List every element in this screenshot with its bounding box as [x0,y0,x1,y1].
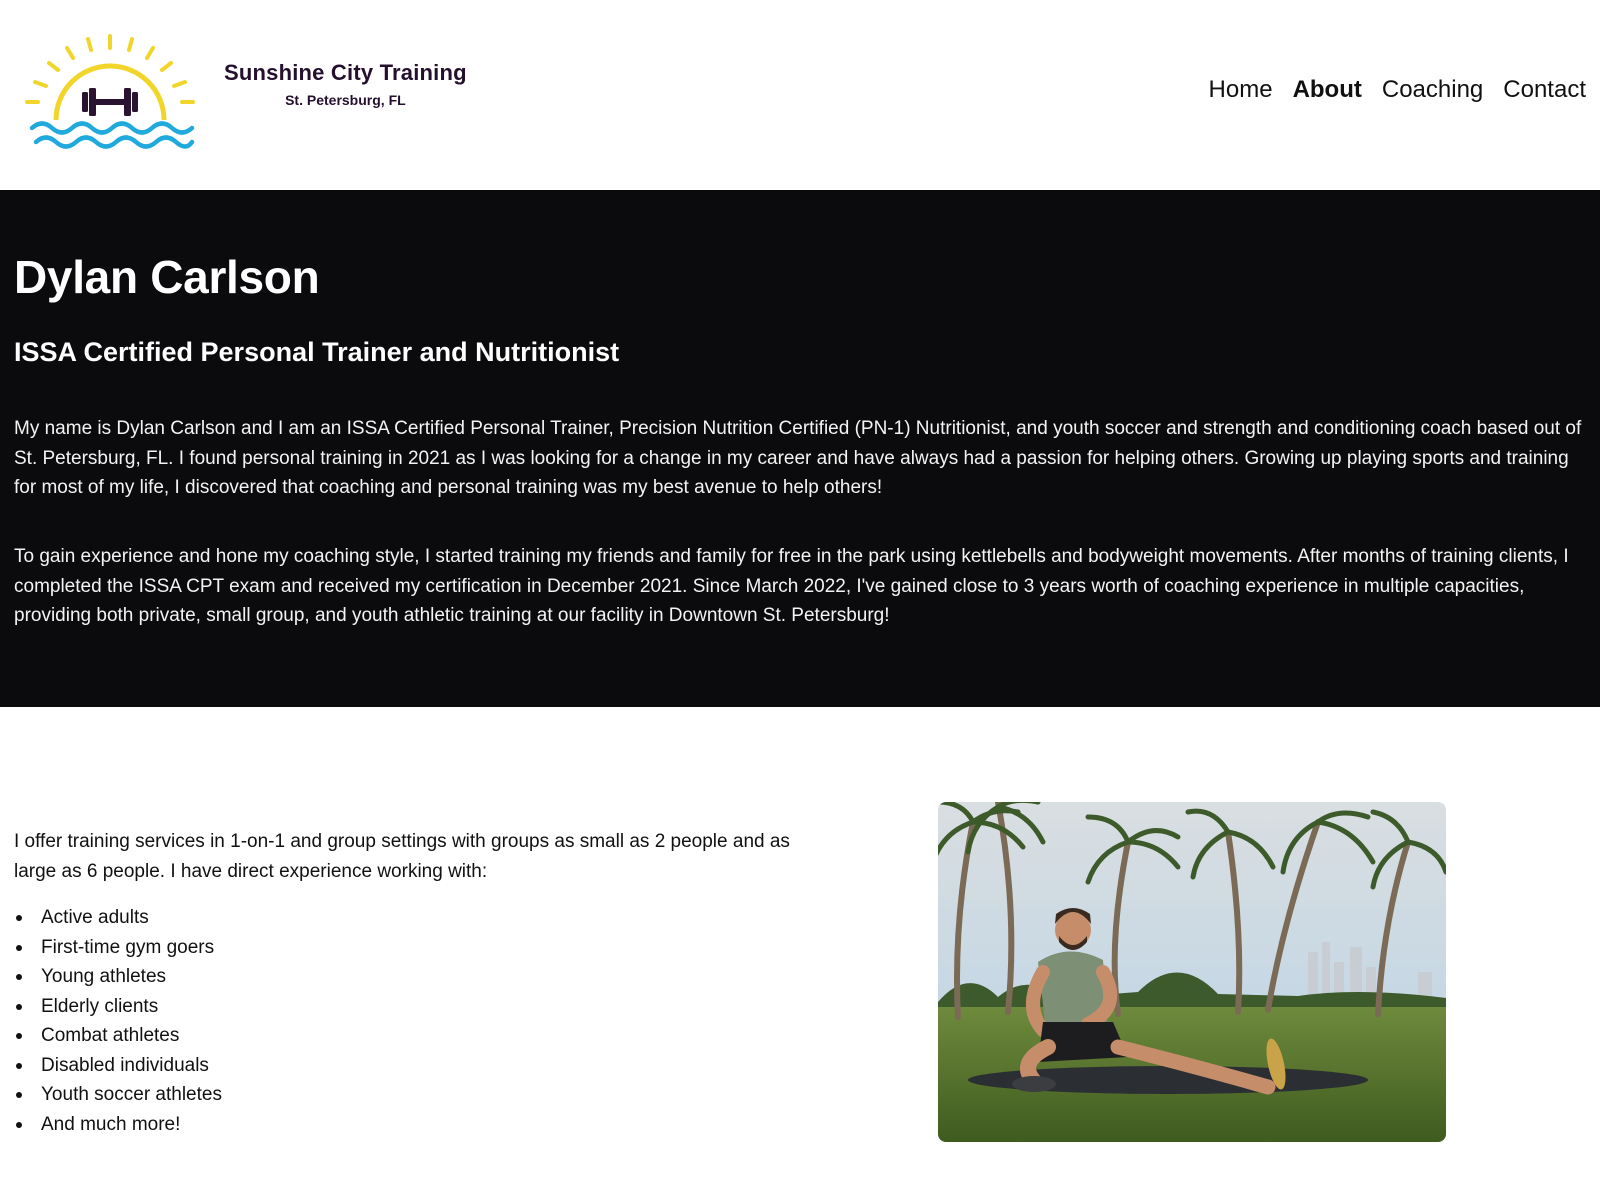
list-item: Disabled individuals [14,1051,222,1081]
list-item: Elderly clients [14,992,222,1022]
services-intro: I offer training services in 1-on-1 and group settings with groups as small as 2 people and as large as 6 people. I have direct experience working with: [14,831,790,882]
list-item: Combat athletes [14,1021,222,1051]
nav-about[interactable]: About [1292,76,1362,103]
list-item: Active adults [14,903,222,933]
services-section [0,707,1600,1200]
sun-dumbbell-logo-icon [22,30,198,154]
nav-contact[interactable]: Contact [1503,76,1586,103]
nav-home[interactable]: Home [1208,76,1273,103]
trainer-credentials: ISSA Certified Personal Trainer and Nutritionist [14,337,620,367]
bio-paragraph-1: My name is Dylan Carlson and I am an ISSA Certified Personal Trainer, Precision Nutrition Certified (PN-1) Nutritionist, and youth soccer and strength and conditioning coach based out of St. Petersburg, FL. I found personal training in 2021 as I was looking for a change in my career and have always had a passion for helping others. Growing up playing sports and training for most of my life, I discovered that coaching and personal training was my best avenue to help others! [14,418,1582,498]
trainer-name: Dylan Carlson [14,251,320,303]
list-item: And much more! [14,1110,222,1140]
list-item: First-time gym goers [14,933,222,963]
client-type-list [14,903,222,1139]
bio-paragraph-2: To gain experience and hone my coaching style, I started training my friends and family for free in the park using kettlebells and bodyweight movements. After months of training clients, I completed the ISSA CPT exam and received my certification in December 2021. Since March 2022, I've gained close to 3 years worth of coaching experience in multiple capacities, providing both private, small group, and youth athletic training at our facility in Downtown St. Petersburg! [14,546,1569,626]
nav-coaching[interactable]: Coaching [1381,76,1484,103]
brand-name: Sunshine City Training [224,60,467,85]
site-header [0,0,1600,190]
main-nav [1209,76,1586,104]
list-item: Young athletes [14,962,222,992]
brand-location: St. Petersburg, FL [285,92,406,108]
trainer-stretching-photo [938,802,1446,1142]
bio-section [0,190,1600,707]
list-item: Youth soccer athletes [14,1080,222,1110]
brand-text [224,60,467,108]
brand-home-link[interactable] [22,30,467,154]
